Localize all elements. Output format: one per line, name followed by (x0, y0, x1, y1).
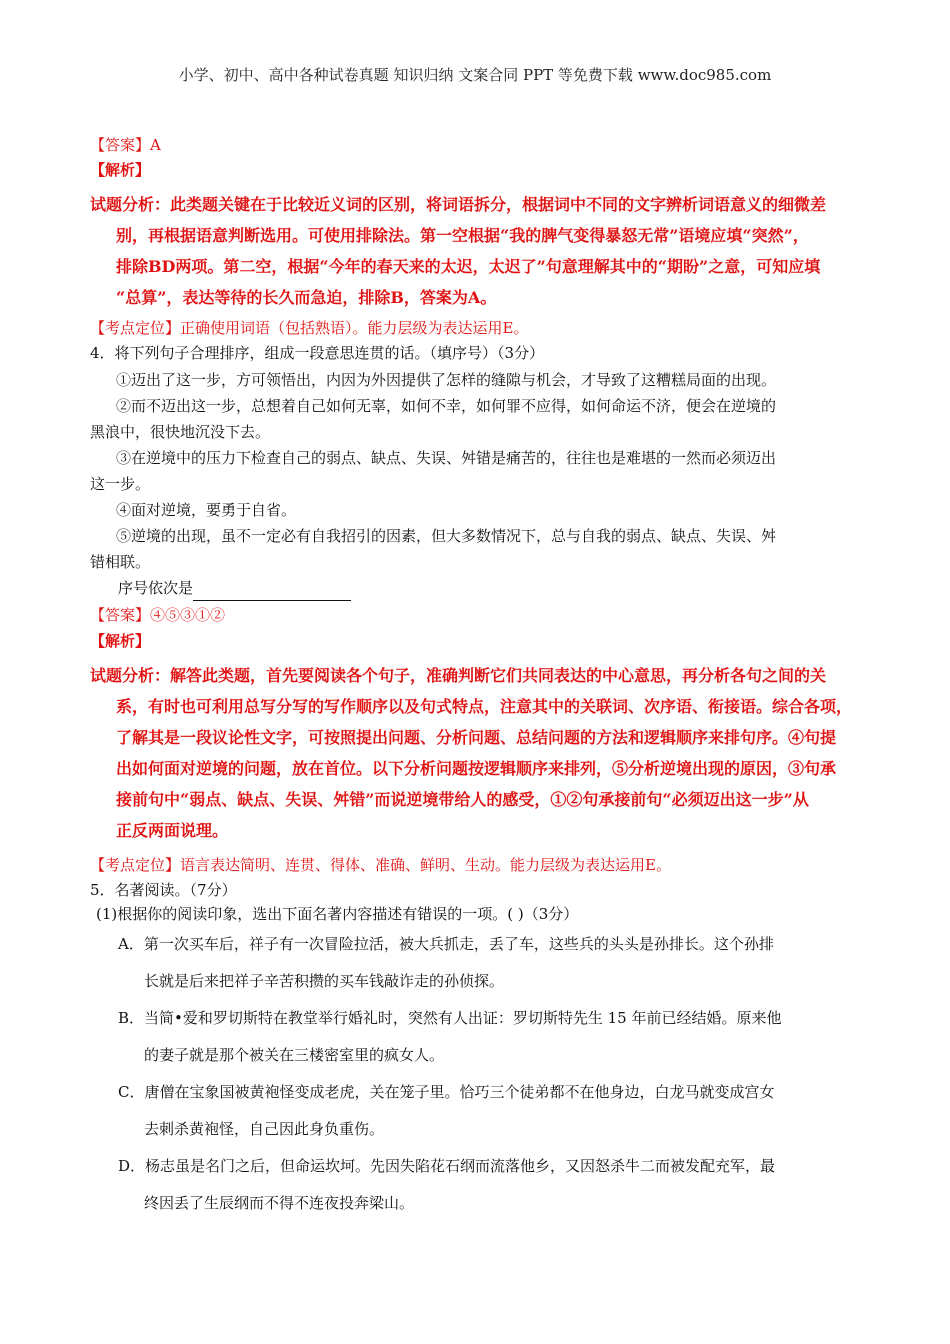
option-d-cont: 终因丢了生辰纲而不得不连夜投奔梁山。 (144, 1194, 415, 1212)
analysis-line: 正反两面说理。 (116, 821, 229, 840)
analysis-line: 系，有时也可利用总写分写的写作顺序以及句式特点，注意其中的关联词、次序语、衔接语。综合各项， (116, 697, 853, 716)
sentence-5: ⑤逆境的出现，虽不一定必有自我招引的因素，但大多数情况下，总与自我的弱点、缺点、失误、舛 (116, 527, 777, 545)
option-c: C．唐僧在宝象国被黄袍怪变成老虎，关在笼子里。恰巧三个徒弟都不在他身边，白龙马就变成宫女 (118, 1083, 775, 1101)
option-c-cont: 去刺杀黄袍怪，自己因此身负重伤。 (144, 1120, 385, 1138)
sentence-2-cont: 黑浪中，很快地沉没下去。 (90, 423, 271, 441)
analysis-line: 试题分析：此类题关键在于比较近义词的区别，将词语拆分，根据词中不同的文字辨析词语意义的细微差 (90, 195, 827, 214)
q4-sentences (90, 367, 870, 575)
q3-kaodian: 【考点定位】正确使用词语（包括熟语）。能力层级为表达运用E。 (90, 319, 529, 337)
option-b-cont: 的妻子就是那个被关在三楼密室里的疯女人。 (144, 1046, 445, 1064)
analysis-line: 了解其是一段议论性文字，可按照提出问题、分析问题、总结问题的方法和逻辑顺序来排句序。④句提 (116, 728, 837, 747)
q4-stem: 4．将下列句子合理排序，组成一段意思连贯的话。（填序号）（3分） (90, 344, 545, 362)
analysis-line: 接前句中“弱点、缺点、失误、舛错”而说逆境带给人的感受，①②句承接前句“必须迈出这一步”从 (116, 790, 809, 809)
order-prompt: 序号依次是 (118, 579, 194, 597)
sentence-3-cont: 这一步。 (90, 475, 151, 493)
analysis-line: 出如何面对逆境的问题，放在首位。以下分析问题按逻辑顺序来排列，⑤分析逆境出现的原因，③句承 (116, 759, 837, 778)
option-a: A．第一次买车后，祥子有一次冒险拉活，被大兵抓走，丢了车，这些兵的头头是孙排长。这个孙排 (118, 935, 774, 953)
option-a-cont: 长就是后来把祥子辛苦积攒的买车钱敲诈走的孙侦探。 (144, 972, 505, 990)
q4-kaodian: 【考点定位】语言表达简明、连贯、得体、准确、鲜明、生动。能力层级为表达运用E。 (90, 856, 671, 874)
answer-blank[interactable] (193, 584, 351, 601)
q3-answer: 【答案】A (90, 136, 161, 154)
page-header: 小学、初中、高中各种试卷真题 知识归纳 文案合同 PPT 等免费下载 www.doc985.com (178, 66, 772, 84)
q4-order-line (90, 575, 898, 601)
analysis-line: “总算”，表达等待的长久而急迫，排除B，答案为A。 (116, 288, 497, 307)
sentence-3: ③在逆境中的压力下检查自己的弱点、缺点、失误、舛错是痛苦的，往往也是难堪的一然而必须迈出 (116, 449, 777, 467)
q3-analysis-label: 【解析】 (90, 161, 151, 179)
analysis-line: 别，再根据语意判断选用。可使用排除法。第一空根据“我的脾气变得暴怒无常”语境应填“突然”， (116, 226, 809, 245)
q4-answer: 【答案】④⑤③①② (90, 606, 226, 624)
q4-analysis (90, 660, 870, 846)
option-d: D．杨志虽是名门之后，但命运坎坷。先因失陷花石纲而流落他乡，又因怒杀牛二而被发配充军，最 (118, 1157, 776, 1175)
q4-analysis-label: 【解析】 (90, 632, 151, 650)
sentence-2: ②而不迈出这一步，总想着自己如何无辜，如何不幸，如何罪不应得，如何命运不济，便会在逆境的 (116, 397, 777, 415)
sentence-1: ①迈出了这一步，方可领悟出，内因为外因提供了怎样的缝隙与机会，才导致了这糟糕局面的出现。 (116, 371, 777, 389)
analysis-line: 试题分析：解答此类题，首先要阅读各个句子，准确判断它们共同表达的中心意思，再分析各句之间的关 (90, 666, 827, 685)
sentence-5-cont: 错相联。 (90, 553, 151, 571)
analysis-line: 排除BD两项。第二空，根据“今年的春天来的太迟，太迟了”句意理解其中的“期盼”之意，可知应填 (116, 257, 821, 276)
option-b: B．当简•爱和罗切斯特在教堂举行婚礼时，突然有人出证：罗切斯特先生 15 年前已经结婚。原来他 (118, 1009, 782, 1027)
q5-stem: 5．名著阅读。（7分） (90, 881, 237, 899)
q5-sub1: (1)根据你的阅读印象，选出下面名著内容描述有错误的一项。( )（3分） (96, 905, 579, 923)
q5-options (90, 926, 870, 1222)
sentence-4: ④面对逆境，要勇于自省。 (116, 501, 297, 519)
q3-analysis (90, 189, 870, 313)
